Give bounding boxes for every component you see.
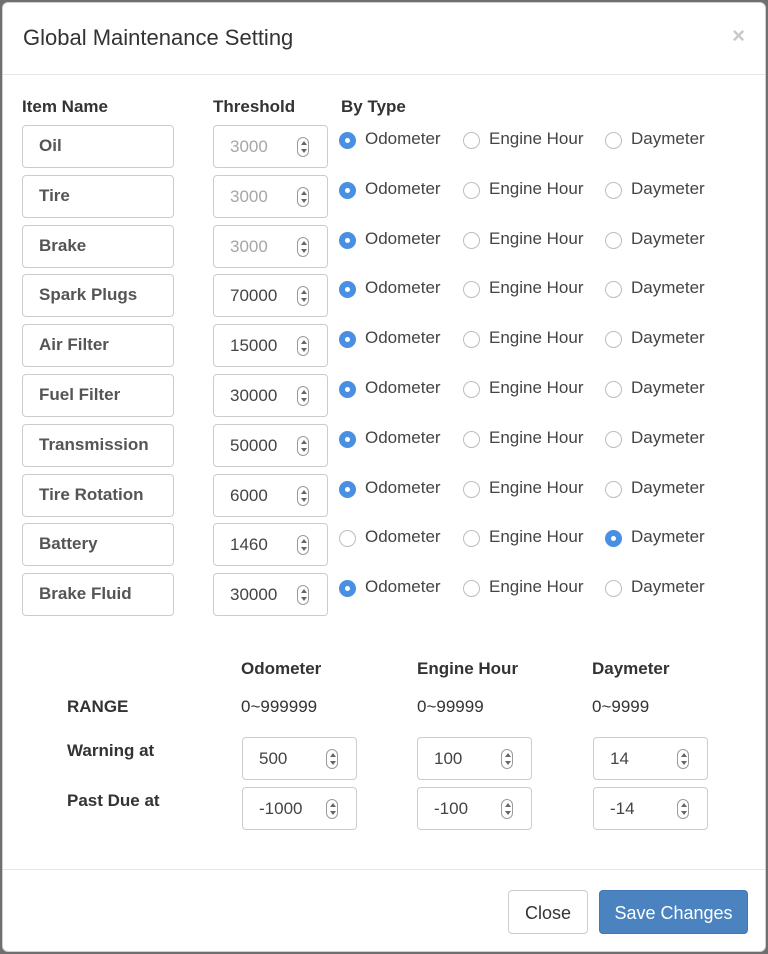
item-name-field[interactable]: Brake [22,225,174,268]
maintenance-item-row [3,374,765,418]
type-option-label: Engine Hour [489,229,584,248]
daymeter-past-due-input[interactable] [593,787,708,830]
maintenance-item-row [3,125,765,169]
maintenance-item-row [3,474,765,518]
type-option-label: Engine Hour [489,378,584,397]
type-option-label: Engine Hour [489,179,584,198]
radio-icon[interactable] [463,481,480,498]
type-option-label: Engine Hour [489,278,584,297]
number-spinner-icon[interactable] [677,749,689,769]
radio-icon[interactable] [605,232,622,249]
range-label: RANGE [67,697,129,716]
radio-icon[interactable] [463,132,480,149]
radio-icon[interactable] [339,331,356,348]
type-option-label: Odometer [365,129,441,148]
radio-icon[interactable] [339,381,356,398]
threshold-input[interactable] [213,424,328,467]
radio-icon[interactable] [339,182,356,199]
type-option-label: Odometer [365,278,441,297]
item-name-field[interactable]: Tire [22,175,174,218]
save-changes-button[interactable]: Save Changes [599,890,748,934]
maintenance-item-row [3,324,765,368]
maintenance-item-row [3,573,765,617]
threshold-value: 50000 [230,436,278,455]
type-option-label: Daymeter [631,328,705,347]
maintenance-item-row [3,225,765,269]
threshold-value: 1460 [230,535,268,554]
threshold-header: Threshold [213,97,296,116]
odometer-warning-input[interactable] [242,737,357,780]
number-spinner-icon[interactable] [297,286,309,306]
threshold-value: 15000 [230,336,278,355]
radio-icon[interactable] [339,132,356,149]
type-option-label: Daymeter [631,478,705,497]
type-option-label: Engine Hour [489,577,584,596]
number-spinner-icon[interactable] [297,386,309,406]
radio-icon[interactable] [463,331,480,348]
maintenance-item-row [3,523,765,567]
engine-hour-past-due-value: -100 [434,799,469,818]
radio-icon[interactable] [339,580,356,597]
modal-header [3,3,765,75]
type-option-label: Odometer [365,478,441,497]
maintenance-item-row [3,424,765,468]
engine-hour-header: Engine Hour [417,659,519,678]
threshold-input [213,125,328,168]
threshold-input [213,225,328,268]
number-spinner-icon[interactable] [297,486,309,506]
engine-hour-warning-value: 100 [434,749,463,768]
type-option-label: Daymeter [631,577,705,596]
threshold-input[interactable] [213,274,328,317]
threshold-input[interactable] [213,374,328,417]
close-icon[interactable]: × [732,23,745,48]
number-spinner-icon [297,187,309,207]
item-name-field[interactable]: Air Filter [22,324,174,367]
warning-at-label: Warning at [67,741,155,760]
threshold-value: 3000 [230,137,268,156]
number-spinner-icon[interactable] [677,799,689,819]
daymeter-range: 0~9999 [592,697,650,716]
radio-icon[interactable] [463,580,480,597]
number-spinner-icon[interactable] [326,749,338,769]
threshold-input[interactable] [213,523,328,566]
global-maintenance-modal [2,2,766,952]
modal-footer [3,869,765,952]
item-name-field[interactable]: Tire Rotation [22,474,174,517]
maintenance-item-row [3,175,765,219]
maintenance-item-row [3,274,765,318]
odometer-past-due-value: -1000 [259,799,303,818]
daymeter-warning-input[interactable] [593,737,708,780]
threshold-input[interactable] [213,474,328,517]
radio-icon[interactable] [463,431,480,448]
type-option-label: Daymeter [631,378,705,397]
threshold-input [213,175,328,218]
type-option-label: Odometer [365,229,441,248]
close-button[interactable]: Close [508,890,588,934]
type-option-label: Odometer [365,179,441,198]
radio-icon[interactable] [605,331,622,348]
type-option-label: Odometer [365,378,441,397]
type-option-label: Daymeter [631,179,705,198]
type-option-label: Odometer [365,328,441,347]
threshold-input[interactable] [213,324,328,367]
type-option-label: Engine Hour [489,527,584,546]
engine-hour-range: 0~99999 [417,697,484,716]
type-option-label: Daymeter [631,229,705,248]
type-option-label: Daymeter [631,428,705,447]
type-option-label: Daymeter [631,278,705,297]
daymeter-warning-value: 14 [610,749,629,768]
by-type-header: By Type [341,97,406,116]
item-name-field[interactable]: Fuel Filter [22,374,174,417]
item-name-field[interactable]: Oil [22,125,174,168]
type-option-label: Odometer [365,577,441,596]
odometer-range: 0~999999 [241,697,318,716]
threshold-value: 30000 [230,386,278,405]
threshold-value: 70000 [230,286,278,305]
radio-icon[interactable] [605,132,622,149]
number-spinner-icon[interactable] [297,436,309,456]
radio-icon[interactable] [339,232,356,249]
past-due-at-label: Past Due at [67,791,160,810]
type-option-label: Engine Hour [489,428,584,447]
item-name-field[interactable]: Battery [22,523,174,566]
item-name-field[interactable]: Brake Fluid [22,573,174,616]
number-spinner-icon[interactable] [501,799,513,819]
radio-icon[interactable] [463,281,480,298]
radio-icon[interactable] [339,431,356,448]
engine-hour-past-due-input[interactable] [417,787,532,830]
number-spinner-icon[interactable] [297,336,309,356]
type-option-label: Daymeter [631,129,705,148]
radio-icon[interactable] [339,530,356,547]
number-spinner-icon [297,237,309,257]
item-name-header: Item Name [22,97,108,116]
radio-icon[interactable] [605,182,622,199]
threshold-value: 3000 [230,187,268,206]
number-spinner-icon[interactable] [501,749,513,769]
item-name-field[interactable]: Transmission [22,424,174,467]
threshold-value: 3000 [230,237,268,256]
engine-hour-warning-input[interactable] [417,737,532,780]
threshold-input[interactable] [213,573,328,616]
type-option-label: Engine Hour [489,129,584,148]
type-option-label: Odometer [365,428,441,447]
number-spinner-icon[interactable] [326,799,338,819]
daymeter-past-due-value: -14 [610,799,635,818]
radio-icon[interactable] [605,530,622,547]
odometer-past-due-input[interactable] [242,787,357,830]
radio-icon[interactable] [463,530,480,547]
number-spinner-icon[interactable] [297,535,309,555]
radio-icon[interactable] [463,232,480,249]
item-name-field[interactable]: Spark Plugs [22,274,174,317]
type-option-label: Engine Hour [489,478,584,497]
modal-title: Global Maintenance Setting [23,25,294,50]
number-spinner-icon[interactable] [297,585,309,605]
radio-icon[interactable] [339,481,356,498]
radio-icon[interactable] [605,580,622,597]
radio-icon[interactable] [605,431,622,448]
threshold-value: 6000 [230,486,268,505]
radio-icon[interactable] [605,381,622,398]
daymeter-header: Daymeter [592,659,670,678]
radio-icon[interactable] [463,182,480,199]
odometer-warning-value: 500 [259,749,288,768]
number-spinner-icon [297,137,309,157]
radio-icon[interactable] [605,281,622,298]
threshold-value: 30000 [230,585,278,604]
type-option-label: Engine Hour [489,328,584,347]
radio-icon[interactable] [339,281,356,298]
odometer-header: Odometer [241,659,322,678]
radio-icon[interactable] [463,381,480,398]
type-option-label: Daymeter [631,527,705,546]
type-option-label: Odometer [365,527,441,546]
radio-icon[interactable] [605,481,622,498]
